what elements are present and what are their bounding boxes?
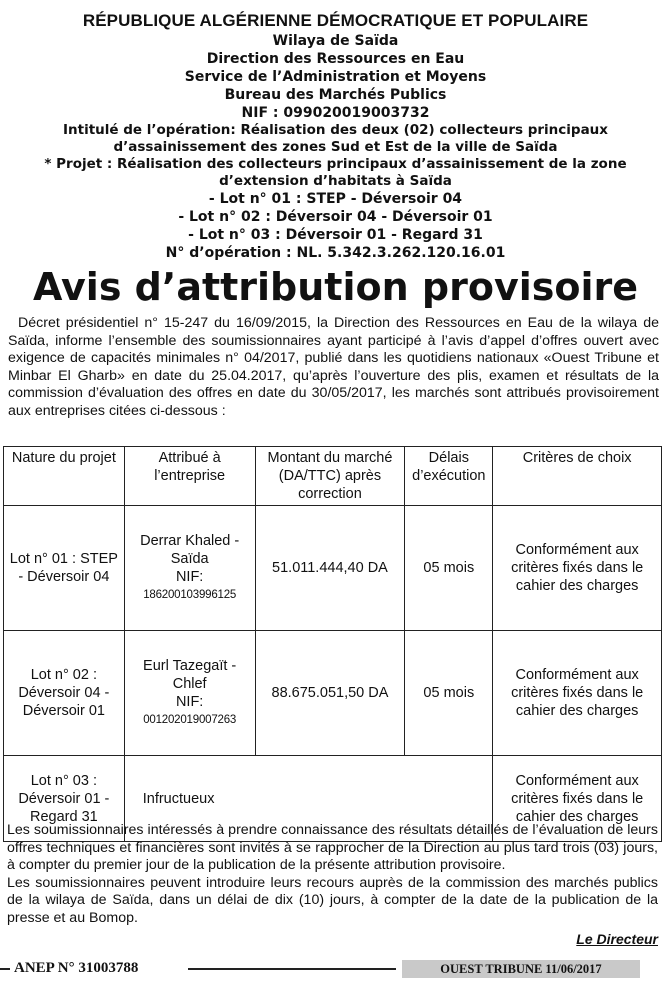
cell-montant: 88.675.051,50 DA <box>255 631 405 756</box>
footer-paragraph-1: Les soumissionnaires intéressés à prendre connaissance des résultats détaillés de l’évaluation de leurs offres techniques et financières sont invités à se rapprocher de la Direction au plus tard trois (03) jours, à compter du premier jour de la publication de la présente attribution provisoire. <box>7 822 658 873</box>
operation-title: Intitulé de l’opération: Réalisation des deux (02) collecteurs principaux d’assainissement des zones Sud et Est de la ville de Saïda <box>63 122 608 155</box>
bureau-name: Bureau des Marchés Publics <box>224 87 447 103</box>
cell-entreprise: Infructueux <box>124 756 493 842</box>
header-attribue: Attribué à l’entreprise <box>124 447 255 506</box>
notice-title: Avis d’attribution provisoire <box>32 265 638 309</box>
anep-number: ANEP N° 31003788 <box>14 960 139 976</box>
signature: Le Directeur <box>576 931 658 947</box>
header-nature: Nature du projet <box>4 447 125 506</box>
cell-delais: 05 mois <box>405 631 493 756</box>
wilaya-name: Wilaya de Saïda <box>272 33 399 49</box>
entreprise-name: Derrar Khaled - Saïda <box>140 533 240 567</box>
table-row <box>4 506 662 631</box>
lot-2-title: - Lot n° 02 : Déversoir 04 - Déversoir 01 <box>178 209 493 225</box>
cell-entreprise <box>124 506 255 631</box>
cell-nature: Lot n° 01 : STEP - Déversoir 04 <box>4 506 125 631</box>
cell-criteres: Conformément aux critères fixés dans le cahier des charges <box>493 756 662 842</box>
divider <box>188 968 396 970</box>
divider <box>0 968 10 970</box>
cell-entreprise <box>124 631 255 756</box>
cell-criteres: Conformément aux critères fixés dans le cahier des charges <box>493 631 662 756</box>
header-criteres: Critères de choix <box>493 447 662 506</box>
operation-number: N° d’opération : NL. 5.342.3.262.120.16.01 <box>165 245 506 261</box>
entreprise-name: Eurl Tazegaït - Chlef <box>143 658 237 692</box>
direction-name: Direction des Ressources en Eau <box>206 51 465 67</box>
nif-value: 001202019007263 <box>143 714 237 726</box>
newspaper-stamp: OUEST TRIBUNE 11/06/2017 <box>402 960 640 978</box>
lot-1-title: - Lot n° 01 : STEP - Déversoir 04 <box>208 191 463 207</box>
notice-header <box>0 10 671 262</box>
lot-3-title: - Lot n° 03 : Déversoir 01 - Regard 31 <box>188 227 483 243</box>
footer-text <box>7 822 658 927</box>
intro-paragraph: Décret présidentiel n° 15-247 du 16/09/2015, la Direction des Ressources en Eau de la wilaya de Saïda, informe l’ensemble des soumissionnaires ayant participé à l’avis d’appel d’offres ouvert avec exigence de capacités minimales n° 04/2017, publié dans les quotidiens nationaux «Ouest Tribune et Minbar El Gharb» en date du 25.04.2017, qu’après l’ouverture des plis, examen et résultats de la commission d’évaluation des offres en date du 30/05/2017, les marchés sont attribués provisoirement aux entreprises citées ci-dessous : <box>8 315 659 419</box>
header-delais: Délais d’exécution <box>405 447 493 506</box>
cell-nature: Lot n° 02 : Déversoir 04 - Déversoir 01 <box>4 631 125 756</box>
attribution-table <box>3 446 662 842</box>
cell-montant: 51.011.444,40 DA <box>255 506 405 631</box>
project-title: * Projet : Réalisation des collecteurs principaux d’assainissement de la zone d’extension d’habitats à Saïda <box>44 156 627 189</box>
cell-delais: 05 mois <box>405 506 493 631</box>
header-montant: Montant du marché (DA/TTC) après correction <box>255 447 405 506</box>
cell-nature: Lot n° 03 : Déversoir 01 - Regard 31 <box>4 756 125 842</box>
nif-label: NIF: <box>175 694 204 710</box>
cell-criteres: Conformément aux critères fixés dans le cahier des charges <box>493 506 662 631</box>
table-header-row <box>4 447 662 506</box>
service-name: Service de l’Administration et Moyens <box>184 69 487 85</box>
country-name: RÉPUBLIQUE ALGÉRIENNE DÉMOCRATIQUE ET POPULAIRE <box>82 11 589 30</box>
nif-value: 186200103996125 <box>143 589 237 601</box>
table-row <box>4 631 662 756</box>
nif-label: NIF: <box>175 569 204 585</box>
footer-paragraph-2: Les soumissionnaires peuvent introduire leurs recours auprès de la commission des marchés publics de la wilaya de Saïda, dans un délai de dix (10) jours, à compter de la date de la publication de la presse et au Bomop. <box>7 874 658 926</box>
nif-number: NIF : 099020019003732 <box>241 105 430 121</box>
